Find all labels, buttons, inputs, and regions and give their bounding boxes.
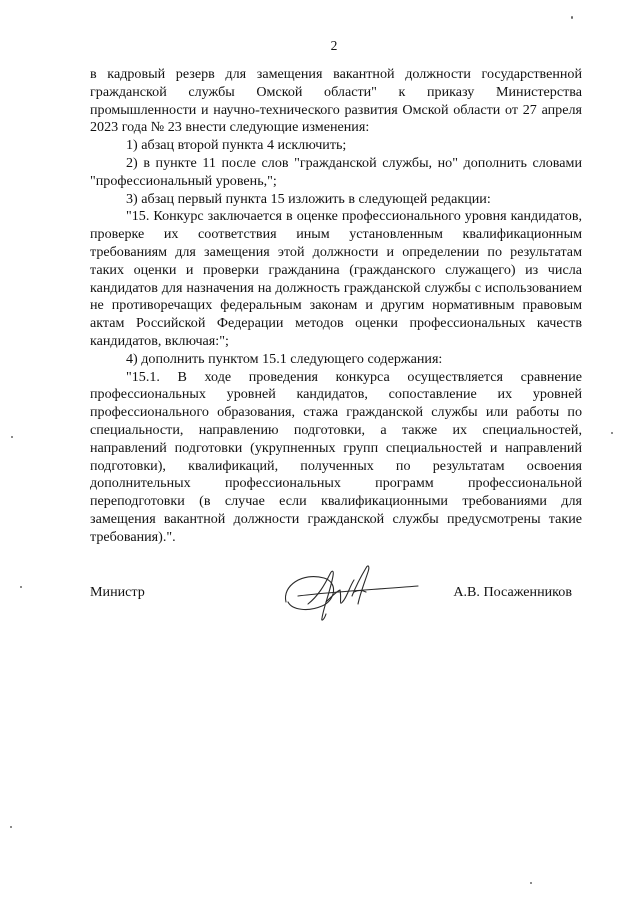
- scan-speck: [611, 432, 613, 434]
- paragraph-item-2: 2) в пункте 11 после слов "гражданской службы, но" дополнить словами "профессиональный уровень,";: [90, 154, 582, 189]
- scan-speck: [571, 16, 573, 19]
- scan-speck: [20, 586, 22, 588]
- signatory-title: Министр: [90, 584, 145, 600]
- scan-speck: [10, 826, 12, 828]
- signatory-name: А.В. Посаженников: [453, 584, 572, 600]
- paragraph-item-4: 4) дополнить пунктом 15.1 следующего содержания:: [126, 350, 443, 367]
- page-number: 2: [330, 38, 338, 53]
- paragraph-quote-15-1: "15.1. В ходе проведения конкурса осуществляется сравнение профессиональных уровней кандидатов, сопоставление их уровней профессионального образования, стажа гражданской службы или работы по специальности, направлению подготовки, а также их специальностей, направлений подготовки (укрупненных групп специальностей и направлений подготовки), квалификаций, полученных по результатам освоения дополнительных профессиональных программ профессиональной переподготовки (в случае если квалификационными требованиями для замещения вакантной должности гражданской службы предусмотрены такие требования).".: [90, 368, 582, 545]
- document-body: [90, 66, 582, 547]
- paragraph-intro-continuation: в кадровый резерв для замещения вакантной должности государственной гражданской службы Омской области" к приказу Министерства промышленности и научно-технического развития Омской области от 27 апреля 2023 года № 23 внести следующие изменения:: [90, 66, 582, 136]
- scan-speck: [11, 436, 13, 438]
- paragraph-item-1: 1) абзац второй пункта 4 исключить;: [126, 137, 347, 154]
- scan-speck: [530, 882, 532, 884]
- paragraph-quote-15: "15. Конкурс заключается в оценке профессионального уровня кандидатов, проверке их соответствия иным установленным квалификационным требованиям для замещения этой должности и определении по результатам таких оценки и проверки гражданина (гражданского служащего) из числа кандидатов для назначения на должность гражданской службы с использованием не противоречащих федеральным законам и другим нормативным правовым актам Российской Федерации методов оценки профессиональных качеств кандидатов, включая:";: [90, 208, 582, 349]
- paragraph-item-3: 3) абзац первый пункта 15 изложить в следующей редакции:: [126, 190, 491, 207]
- handwritten-signature: [278, 556, 424, 630]
